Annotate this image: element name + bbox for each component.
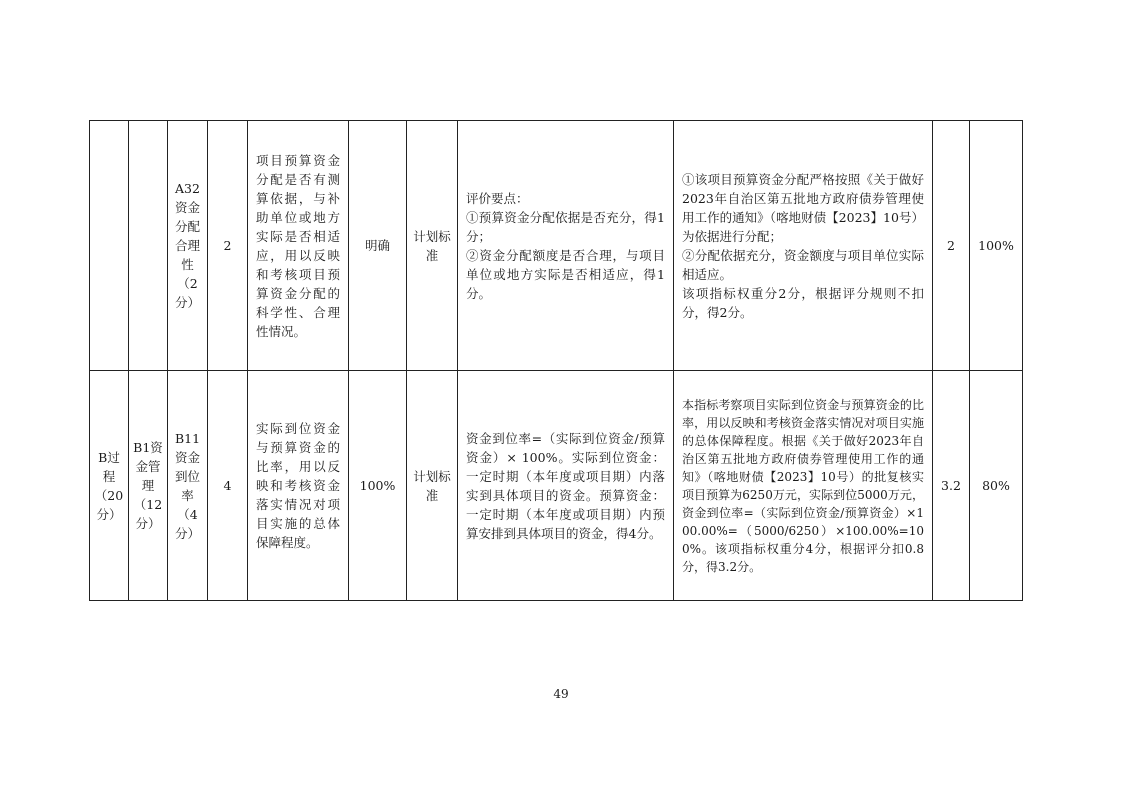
level3-cell: B11资金到位率（4分）	[168, 371, 208, 601]
rate-cell: 100%	[970, 121, 1023, 371]
score-cell: 3.2	[933, 371, 970, 601]
weight-cell: 4	[208, 371, 248, 601]
level1-cell: B过程（20分）	[90, 371, 129, 601]
criteria-cell: 资金到位率=（实际到位资金/预算资金）× 100%。实际到位资金：一定时期（本年度或项目期）内落实到具体项目的资金。预算资金：一定时期（本年度或项目期）内预算安排到具体项目的资金，得4分。	[458, 371, 674, 601]
level3-cell: A32资金分配合理性（2分）	[168, 121, 208, 371]
weight-cell: 2	[208, 121, 248, 371]
page-number: 49	[553, 687, 569, 701]
table-row	[90, 121, 1023, 371]
rate-cell: 80%	[970, 371, 1023, 601]
target-cell: 明确	[349, 121, 407, 371]
target-cell: 100%	[349, 371, 407, 601]
criteria-cell: 评价要点： ①预算资金分配依据是否充分，得1分； ②资金分配额度是否合理，与项目单位或地方实际是否相适应，得1分。	[458, 121, 674, 371]
analysis-cell: ①该项目预算资金分配严格按照《关于做好2023年自治区第五批地方政府债券管理使用工作的通知》（喀地财债【2023】10号）为依据进行分配； ②分配依据充分，资金额度与项目单位实际相适应。 该项指标权重分2分，根据评分规则不扣分，得2分。	[674, 121, 933, 371]
score-cell: 2	[933, 121, 970, 371]
level1-cell	[90, 121, 129, 371]
content-cell: 实际到位资金与预算资金的比率，用以反映和考核资金落实情况对项目实施的总体保障程度。	[248, 371, 349, 601]
level2-cell	[129, 121, 168, 371]
table-row	[90, 371, 1023, 601]
standard-cell: 计划标准	[407, 121, 458, 371]
level2-cell: B1资金管理（12分）	[129, 371, 168, 601]
analysis-cell: 本指标考察项目实际到位资金与预算资金的比率，用以反映和考核资金落实情况对项目实施的总体保障程度。根据《关于做好2023年自治区第五批地方政府债券管理使用工作的通知》（喀地财债【2023】10号）的批复核实项目预算为6250万元，实际到位5000万元，资金到位率=（实际到位资金/预算资金）×100.00%=（5000/6250）×100.00%=100%。该项指标权重分4分，根据评分扣0.8分，得3.2分。	[674, 371, 933, 601]
evaluation-table	[89, 120, 1023, 601]
content-cell: 项目预算资金分配是否有测算依据，与补助单位或地方实际是否相适应，用以反映和考核项目预算资金分配的科学性、合理性情况。	[248, 121, 349, 371]
standard-cell: 计划标准	[407, 371, 458, 601]
